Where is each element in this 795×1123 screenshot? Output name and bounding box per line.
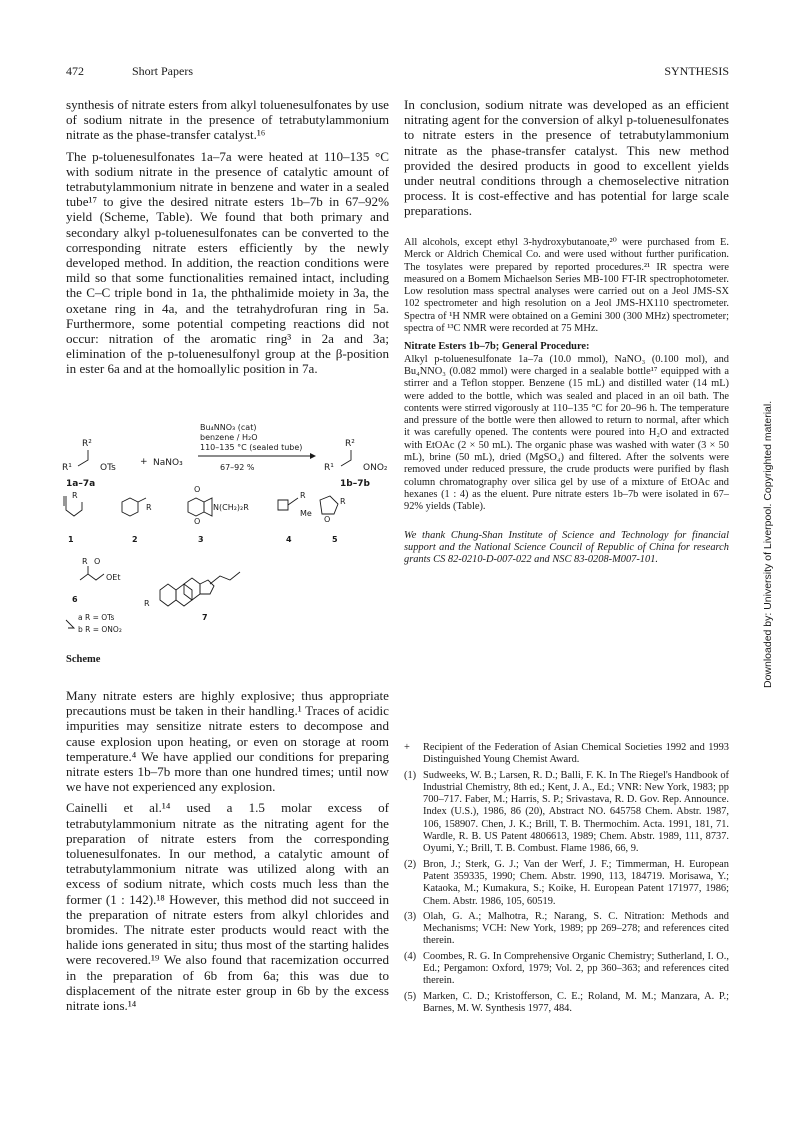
experimental-section [404,237,729,566]
reagent-label: Bu₄NNO₃ (cat) [200,423,257,432]
reference-item [404,859,729,908]
group-label: N(CH₂)₂R [213,503,249,512]
paragraph: Cainelli et al.¹⁴ used a 1.5 molar excess of tetrabutylammonium nitrate as the nitrating agent for the preparation of nitrate esters from the corresponding toluenesulfonates. In our method, a catalytic amount of tetrabutylammonium nitrate was utilized along with an excess of sodium nitrate, which costs much less than the former (1 : 142).¹⁸ However, this method did not succeed in the preparation of nitrate esters from alkyl chlorides and bromides. The nitrate ester products would react with the halide ions generated in situ; thus most of the starting halides were recovered.¹⁹ We also found that racemization occurred in the preparation of 6b from 6a; this was due to displacement of the nitrate ester group in 6b by the excess nitrate ions.¹⁴ [66,800,389,1014]
right-column-conclusion [404,97,729,219]
compound-number: 7 [202,613,208,622]
compound-number: 5 [332,535,338,544]
acknowledgement: We thank Chung-Shan Institute of Science and Technology for financial support and the National Science Council of Republic of China for research grants CS 82-0210-D-007-022 and NSC 83-0208-M007-101. [404,529,729,566]
reference-item [404,991,729,1016]
structure-3 [188,498,204,516]
substituent-label: R [340,497,346,506]
compound-number: 4 [286,535,292,544]
reference-number: (5) [404,990,417,1002]
side-chain [210,572,240,584]
paragraph: All alcohols, except ethyl 3-hydroxybutanoate,²⁰ were purchased from E. Merck or Aldrich Chemical Co. and were used without further purification. The tosylates were prepared by reported procedures.²¹ IR spectra were measured on a Bomem Michaelson Series MB-100 FT-IR spectrophotometer. Low resolution mass spectral analyses were carried out on a Jeol JMS-SX 102 spectrometer and high resolution on a Jeol JMS-HX110 spectrometer. Spectra of ¹H NMR were obtained on a Gemini 300 (300 MHz) spectrometer; spectra of ¹³C NMR were recorded at 75 MHz. [404,237,729,335]
reference-number: (4) [404,950,417,962]
reference-item [404,951,729,988]
section-title: Short Papers [132,64,193,78]
compound-number: 1 [68,535,74,544]
paragraph: Many nitrate esters are highly explosive; thus appropriate precautions must be taken in their handling.¹ Traces of acidic impurities may sensitize nitrate esters to decompose and cause explosion upon heating, or even on storage at room temperature.⁴ We have applied our conditions for preparing nitrate esters 1b–7b more than one hundred times; until now we have not experienced any explosion. [66,688,389,795]
substituent-label: R² [345,439,355,449]
group-label: ONO₂ [363,463,388,473]
paragraph: Alkyl p-toluenesulfonate 1a–7a (10.0 mmol), NaNO₃ (0.100 mol), and Bu₄NNO₃ (0.082 mmol) were charged in a sealable bottle¹⁷ equipped with a stirrer and a Teflon stopper. Benzene (15 mL) and distilled water (14 mL) were added to the bottle, which was sealed and placed in an oil bath. The contents were stirred vigorously at 110–135 °C for 20–96 h. The temperature and pressure of the bottle were then allowed to return to normal, after which it was carefully opened. The contents were poured into H₂O and extracted with EtOAc (2 × 50 mL). The organic phase was washed with water (3 × 50 mL), brine (50 mL), dried (MgSO₄) and filtered. After the solvents were removed under reduced pressure, the crude products were purified by flash column chromatography over silica gel by use of a mixture of EtOAc and hexanes (1 : 4) as the eluent. Pure nitrate esters 1b–7b were isolated in 67–92% yields (Table). [404,353,729,513]
reference-number: (1) [404,769,417,781]
group-label: OTs [100,463,116,473]
yield-label: 67–92 % [220,463,255,472]
compound-label: 1b–7b [340,479,370,489]
bond [138,498,146,502]
reaction-scheme [60,420,395,635]
structure-2 [122,498,138,516]
compound-number: 6 [72,595,78,604]
reference-text: Recipient of the Federation of Asian Chemical Societies 1992 and 1993 Distinguished Young Chemist Award. [423,742,729,766]
ring [204,498,212,516]
compound-number: 2 [132,535,138,544]
reference-text: Olah, G. A.; Malhotra, R.; Narang, S. C. Nitration: Methods and Mechanisms; VCH: New York, 1989; pp 269–278; and references cited therein. [423,910,729,947]
reagent-label: NaNO₃ [153,458,183,468]
reference-item [404,911,729,948]
compound-label: 1a–7a [66,479,96,489]
journal-name: SYNTHESIS [664,64,729,78]
atom-label: O [194,485,201,494]
paragraph: synthesis of nitrate esters from alkyl toluenesulfonates by use of sodium nitrate in the presence of tetrabutylammonium nitrate as the phase-transfer catalyst.¹⁶ [66,97,389,143]
atom-label: O [94,557,101,566]
reference-item [404,770,729,856]
download-watermark [762,380,778,700]
substituent-label: R [144,599,150,608]
reference-text: Marken, C. D.; Kristofferson, C. E.; Roland, M. M.; Manzara, A. P.; Barnes, M. W. Synthesis 1977, 484. [423,990,729,1014]
reference-text: Bron, J.; Sterk, G. J.; Van der Werf, J. F.; Timmerman, H. European Patent 359335, 1990; Chem. Abstr. 1990, 113, 184719. Morisawa, Y.; Kataoka, M.; Kumakura, S.; Koike, H. European Patent 171977, 1986; Chem. Abstr. 1986, 105, 60519. [423,858,729,907]
substituent-label: R¹ [62,463,72,473]
paragraph: The p-toluenesulfonates 1a–7a were heated at 110–135 °C with sodium nitrate in the presence of catalytic amount of tetrabutylammonium nitrate in benzene and water in a sealed tube¹⁷ to give the desired nitrate esters 1b–7b in 67–92% yield (Scheme, Table). We found that both primary and secondary alkyl p-toluenesulfonates can be converted to the corresponding nitrate esters efficiently by the newly developed method. In addition, the reaction conditions were mild so that some functionalities remained intact, including the C–C triple bond in 1a, the phthalimide moiety in 3a, the oxetane ring in 4a, and the tetrahydrofuran ring in 5a. Furthermore, some potential competing reactions did not occur: nitration of the aromatic ring³ in 2a and 3a; elimination of the p-toluenesulfonyl group at the β-position in ester 6a and at the homoallylic position in 7a. [66,148,389,377]
procedure-heading: Nitrate Esters 1b–7b; General Procedure: [404,341,590,353]
reference-item [404,742,729,767]
structure-7 [160,584,176,606]
substituent-label: R [146,503,152,512]
left-column-bottom [66,688,389,1013]
substituent-label: R [300,491,306,500]
reference-number: + [404,742,410,753]
structure-6 [80,574,104,580]
key-bracket [66,620,74,628]
substituent-label: R² [82,439,92,449]
substituent-label: R¹ [324,463,334,473]
reference-text: Coombes, R. G. In Comprehensive Organic Chemistry; Sutherland, I. O., Ed.; Pergamon: Oxford, 1979; Vol. 2, pp 360–363; and references cited therein. [423,950,729,987]
substituent-label: R [82,557,88,566]
scheme-caption: Scheme [66,654,101,665]
left-column-top [66,97,389,377]
reagent-label: benzene / H₂O [200,433,258,442]
group-label: OEt [106,573,121,582]
bond [288,498,298,505]
atom-label: O [194,517,201,526]
structure-5 [320,496,338,514]
atom-label: O [324,515,331,524]
watermark-text: Downloaded by: University of Liverpool. Copyrighted material. [762,400,774,688]
group-label: Me [300,509,312,518]
bond [341,450,351,466]
reference-number: (3) [404,910,417,922]
paragraph: In conclusion, sodium nitrate was developed as an efficient nitrating agent for the conversion of alkyl p-toluenesulfonates to nitrate esters in the presence of tetrabutylammonium nitrate as the phase-transfer catalyst. This new method provided the desired products in good to excellent yields under neutral conditions through a chemoselective nitration process. It is cost-effective and has potential for large scale preparations. [404,97,729,219]
key-label: a R = OTs [78,613,115,622]
plus-sign: + [140,457,148,467]
reference-number: (2) [404,858,417,870]
bond [78,450,88,466]
arrow-head [310,453,316,459]
structure-4 [278,500,288,510]
substituent-label: R [72,491,78,500]
key-label: b R = ONO₂ [78,625,122,634]
compound-number: 3 [198,535,204,544]
references-list [404,742,729,1018]
reagent-label: 110–135 °C (sealed tube) [200,443,303,452]
page-number: 472 [66,64,84,78]
reference-text: Sudweeks, W. B.; Larsen, R. D.; Balli, F. K. In The Riegel's Handbook of Industrial Chemistry, 8th ed.; Kent, J. A., Ed.; VNR: New York, 1983; pp 700–717. Faber, M.; Harris, S. P.; Srivastava, R. D. Gov. Rep. Announce. Index (U.S.), 1986, 86 (20), Abstract NO. 645758 Chem. Abstr. 1987, 106, 158907. Chen, J. K.; Brill, T. B. Thermochim. Acta. 1991, 181, 71. Wardle, R. B. US Patent 4806613, 1989; Chem. Abstr. 1989, 111, 8737. Oyumi, Y.; Brill, T. B. Combust. Flame 1986, 66, 9. [423,769,729,855]
